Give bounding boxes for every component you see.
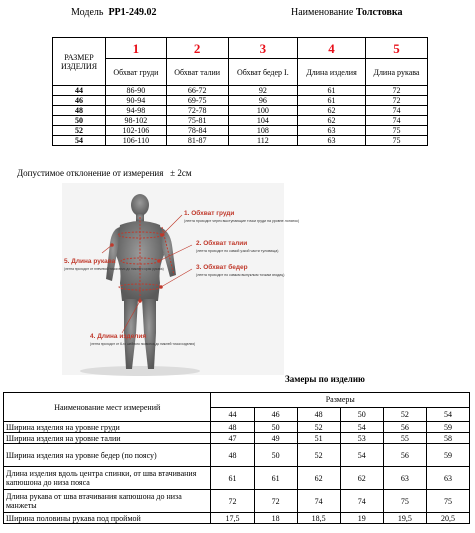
size-value-cell: 102-106 — [106, 126, 167, 136]
size-row — [53, 86, 428, 96]
size-value-cell: 74 — [365, 106, 427, 116]
measure-row — [4, 490, 470, 513]
label-sleeve-note: (лента проходит от плечевой точки вниз до нижнего края рукава) — [64, 267, 164, 271]
measure-value-cell: 62 — [340, 467, 383, 490]
measurement-figure — [62, 183, 300, 375]
measure-value-cell: 54 — [340, 444, 383, 467]
tolerance-value: ± 2см — [170, 168, 192, 178]
measure-row — [4, 444, 470, 467]
size-row — [53, 116, 428, 126]
size-value-cell: 72-78 — [166, 106, 228, 116]
size-row — [53, 126, 428, 136]
column-number: 5 — [365, 38, 427, 59]
column-number: 1 — [106, 38, 167, 59]
measure-value-cell: 74 — [340, 490, 383, 513]
size-value-cell: 74 — [365, 116, 427, 126]
size-value-cell: 94-98 — [106, 106, 167, 116]
size-value-cell: 112 — [228, 136, 298, 146]
label-waist: 2. Обхват талии — [196, 240, 248, 247]
size-column-header: РАЗМЕР ИЗДЕЛИЯ — [53, 38, 106, 86]
measure-value-cell: 61 — [211, 467, 254, 490]
tolerance-label: Допустимое отклонение от измерения — [17, 168, 164, 178]
measure-value-cell: 72 — [211, 490, 254, 513]
size-header-cell: 54 — [426, 407, 469, 422]
measure-value-cell: 59 — [426, 444, 469, 467]
column-label: Обхват груди — [106, 59, 167, 86]
size-value-cell: 61 — [298, 96, 366, 106]
measure-value-cell: 17,5 — [211, 513, 254, 524]
measure-row — [4, 513, 470, 524]
size-header-cell: 44 — [211, 407, 254, 422]
measure-section-title: Замеры по изделию — [285, 374, 365, 384]
size-value-cell: 75 — [365, 136, 427, 146]
measure-value-cell: 49 — [254, 433, 297, 444]
measure-value-cell: 63 — [426, 467, 469, 490]
name-label: Наименование — [291, 7, 354, 18]
measure-name-cell: Ширина изделия на уровне талии — [4, 433, 211, 444]
size-cell: 54 — [53, 136, 106, 146]
size-value-cell: 92 — [228, 86, 298, 96]
column-label: Обхват бедер I. — [228, 59, 298, 86]
size-value-cell: 72 — [365, 86, 427, 96]
size-value-cell: 62 — [298, 106, 366, 116]
measure-value-cell: 18 — [254, 513, 297, 524]
label-hips: 3. Обхват бедер — [196, 264, 248, 271]
label-length-note: (лента проходит от 6-го шейного позвонка до нижней точки изделия) — [90, 342, 196, 346]
name-value: Толстовка — [355, 7, 403, 18]
size-value-cell: 86-90 — [106, 86, 167, 96]
size-value-cell: 72 — [365, 96, 427, 106]
size-value-cell: 90-94 — [106, 96, 167, 106]
measure-value-cell: 54 — [340, 422, 383, 433]
measure-value-cell: 20,5 — [426, 513, 469, 524]
model-header — [71, 7, 156, 18]
size-value-cell: 96 — [228, 96, 298, 106]
column-label: Длина изделия — [298, 59, 366, 86]
measure-value-cell: 47 — [211, 433, 254, 444]
tolerance-note — [17, 168, 192, 178]
measure-value-cell: 50 — [254, 422, 297, 433]
size-value-cell: 62 — [298, 116, 366, 126]
size-value-cell: 61 — [298, 86, 366, 96]
measure-value-cell: 63 — [383, 467, 426, 490]
measure-value-cell: 51 — [297, 433, 340, 444]
label-hips-note: (лента проходит по самым выпуклым точкам ягодиц) — [196, 273, 285, 277]
measure-name-cell: Ширина половины рукава под проймой — [4, 513, 211, 524]
measure-value-cell: 48 — [211, 422, 254, 433]
measure-name-cell: Длина изделия вдоль центра спинки, от шва втачивания капюшона до низа пояса — [4, 467, 211, 490]
size-cell: 46 — [53, 96, 106, 106]
measure-value-cell: 59 — [426, 422, 469, 433]
size-header-cell: 46 — [254, 407, 297, 422]
size-cell: 50 — [53, 116, 106, 126]
measure-name-cell: Ширина изделия на уровне груди — [4, 422, 211, 433]
measure-value-cell: 50 — [254, 444, 297, 467]
measure-value-cell: 72 — [254, 490, 297, 513]
size-value-cell: 81-87 — [166, 136, 228, 146]
measure-table — [3, 392, 470, 524]
measure-value-cell: 62 — [297, 467, 340, 490]
measure-name-header: Наименование мест измерений — [4, 393, 211, 422]
model-label: Модель — [71, 7, 104, 18]
size-value-cell: 75-81 — [166, 116, 228, 126]
measure-value-cell: 52 — [297, 422, 340, 433]
product-name-header — [291, 7, 403, 18]
model-value: PP1-249.02 — [108, 7, 157, 18]
measure-value-cell: 61 — [254, 467, 297, 490]
measure-row — [4, 433, 470, 444]
label-sleeve: 5. Длина рукава — [64, 258, 116, 265]
column-label: Обхват талии — [166, 59, 228, 86]
measure-value-cell: 58 — [426, 433, 469, 444]
sizes-header: Размеры — [211, 393, 470, 408]
measure-value-cell: 55 — [383, 433, 426, 444]
measure-value-cell: 75 — [426, 490, 469, 513]
size-value-cell: 75 — [365, 126, 427, 136]
column-label: Длина рукава — [365, 59, 427, 86]
label-waist-note: (лента проходит по самой узкой части туловища) — [196, 249, 279, 253]
size-value-cell: 66-72 — [166, 86, 228, 96]
measure-value-cell: 48 — [211, 444, 254, 467]
measure-name-cell: Ширина изделия на уровне бедер (по поясу) — [4, 444, 211, 467]
column-number: 4 — [298, 38, 366, 59]
size-row — [53, 96, 428, 106]
floor-shadow — [80, 366, 200, 376]
size-table — [52, 37, 428, 146]
size-value-cell: 108 — [228, 126, 298, 136]
size-value-cell: 104 — [228, 116, 298, 126]
measure-value-cell: 19 — [340, 513, 383, 524]
size-row — [53, 106, 428, 116]
label-length: 4. Длина изделия — [90, 333, 147, 340]
size-header-cell: 50 — [340, 407, 383, 422]
size-cell: 52 — [53, 126, 106, 136]
column-number: 3 — [228, 38, 298, 59]
measure-value-cell: 56 — [383, 444, 426, 467]
size-header-cell: 48 — [297, 407, 340, 422]
size-value-cell: 98-102 — [106, 116, 167, 126]
size-cell: 48 — [53, 106, 106, 116]
measure-name-cell: Длина рукава от шва втачивания капюшона до низа манжеты — [4, 490, 211, 513]
label-chest: 1. Обхват груди — [184, 210, 235, 217]
size-row — [53, 136, 428, 146]
size-value-cell: 63 — [298, 126, 366, 136]
measure-row — [4, 422, 470, 433]
measure-row — [4, 467, 470, 490]
label-chest-note: (лента проходит через выступающие точки груди на уровне лопаток) — [184, 219, 300, 223]
size-cell: 44 — [53, 86, 106, 96]
size-value-cell: 63 — [298, 136, 366, 146]
measure-value-cell: 53 — [340, 433, 383, 444]
measure-value-cell: 19,5 — [383, 513, 426, 524]
column-number: 2 — [166, 38, 228, 59]
measure-value-cell: 56 — [383, 422, 426, 433]
size-value-cell: 106-110 — [106, 136, 167, 146]
size-value-cell: 100 — [228, 106, 298, 116]
size-header-cell: 52 — [383, 407, 426, 422]
size-value-cell: 69-75 — [166, 96, 228, 106]
measure-value-cell: 75 — [383, 490, 426, 513]
figure-background — [62, 183, 284, 375]
measure-value-cell: 52 — [297, 444, 340, 467]
measure-value-cell: 18,5 — [297, 513, 340, 524]
size-value-cell: 78-84 — [166, 126, 228, 136]
measure-value-cell: 74 — [297, 490, 340, 513]
